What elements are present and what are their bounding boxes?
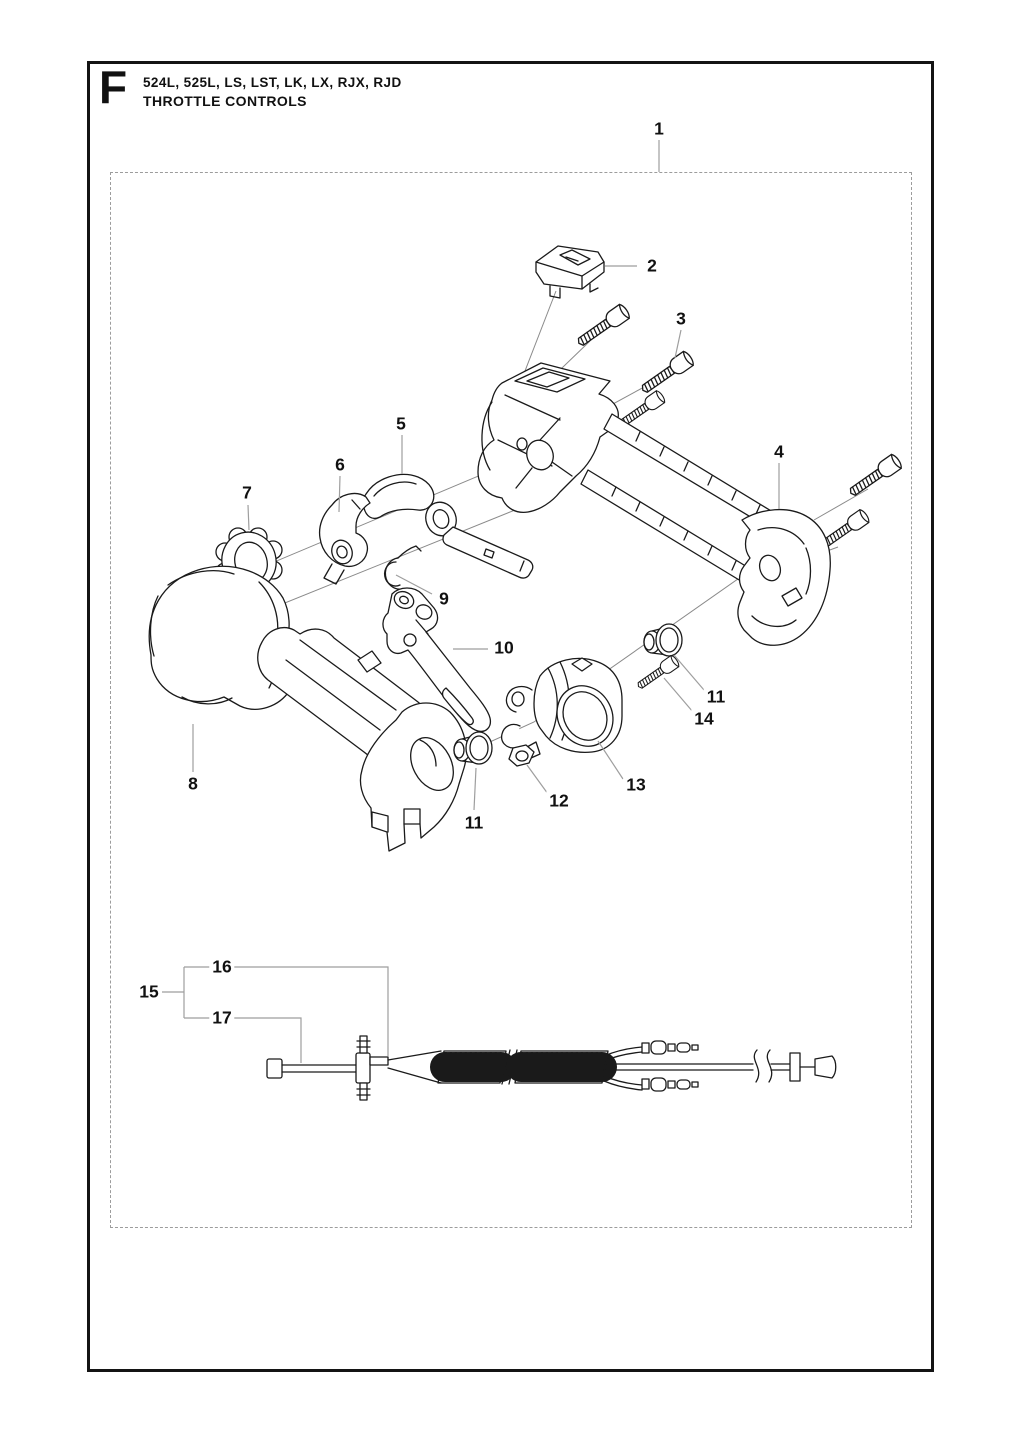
- callout-2: 2: [644, 256, 660, 275]
- callout-16: 16: [209, 957, 234, 976]
- diagram-title: THROTTLE CONTROLS: [143, 93, 307, 109]
- lockout-lever-drawing: [320, 494, 370, 584]
- callout-12: 12: [546, 791, 571, 810]
- callout-14: 14: [691, 709, 716, 728]
- callout-1: 1: [651, 119, 667, 138]
- callout-8: 8: [185, 774, 201, 793]
- callout-17: 17: [209, 1008, 234, 1027]
- stop-switch-drawing: [536, 246, 604, 298]
- callout-11-right: 11: [704, 687, 729, 706]
- callout-10: 10: [491, 638, 516, 657]
- bushing-upper-drawing: [644, 624, 682, 656]
- clamp-screw-drawing: [635, 654, 681, 692]
- clamp-nut-drawing: [509, 745, 534, 766]
- callout-3: 3: [673, 309, 689, 328]
- section-letter: F: [99, 61, 128, 113]
- callout-15: 15: [136, 982, 161, 1001]
- callout-7: 7: [239, 483, 255, 502]
- models-line: 524L, 525L, LS, LST, LK, LX, RJX, RJD: [143, 75, 402, 90]
- callout-9: 9: [436, 589, 452, 608]
- callout-11-left: 11: [462, 813, 487, 832]
- throttle-cable-drawing: [267, 1036, 836, 1100]
- right-housing-drawing: [738, 510, 830, 646]
- callout-4: 4: [771, 442, 787, 461]
- callout-5: 5: [393, 414, 409, 433]
- callout-13: 13: [623, 775, 648, 794]
- upper-housing-drawing: [478, 363, 786, 589]
- callout-6: 6: [332, 455, 348, 474]
